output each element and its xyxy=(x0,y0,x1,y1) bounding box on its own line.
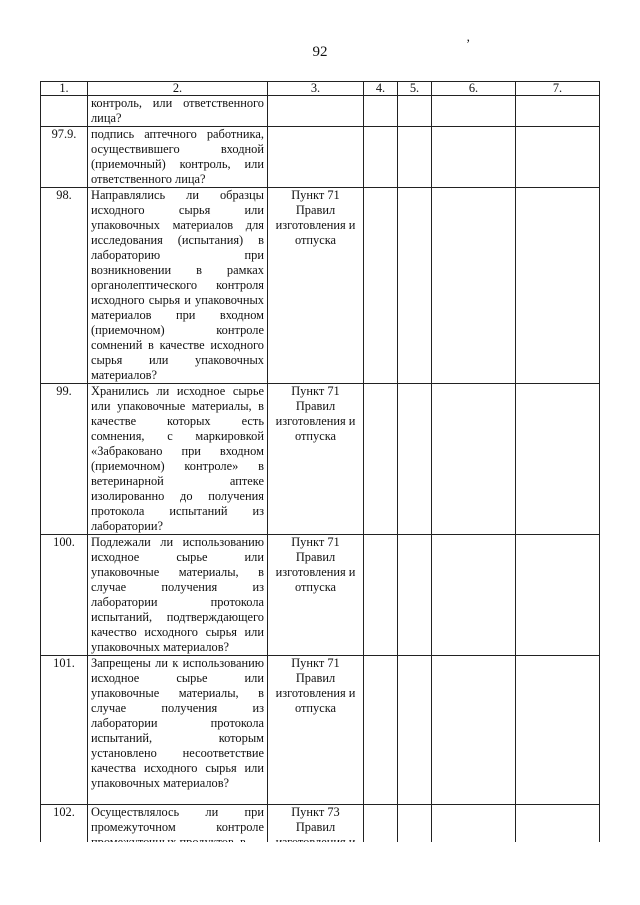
column-header-6: 6. xyxy=(432,82,516,96)
row-reference xyxy=(268,127,364,188)
row-number: 102. xyxy=(41,805,88,851)
cell-col5 xyxy=(398,384,432,535)
cell-col6 xyxy=(432,96,516,127)
cell-col7 xyxy=(516,96,600,127)
column-header-4: 4. xyxy=(364,82,398,96)
cell-col5 xyxy=(398,535,432,656)
column-header-1: 1. xyxy=(41,82,88,96)
cell-col4 xyxy=(364,535,398,656)
row-reference: Пункт 71 Правил изготовления и отпуска xyxy=(268,535,364,656)
table-row xyxy=(41,188,600,384)
cell-col6 xyxy=(432,127,516,188)
row-reference: Пункт 71 Правил изготовления и отпуска xyxy=(268,188,364,384)
row-reference: Пункт 73 Правил xyxy=(268,805,364,851)
column-header-5: 5. xyxy=(398,82,432,96)
cell-col4 xyxy=(364,127,398,188)
cell-col7 xyxy=(516,188,600,384)
page-number: 92 xyxy=(312,44,328,60)
table-row xyxy=(41,96,600,127)
table-row xyxy=(41,535,600,656)
header-row xyxy=(41,82,600,96)
row-number xyxy=(41,96,88,127)
cell-col6 xyxy=(432,384,516,535)
row-question: Подлежали ли использованию исходное сырье или упаковочные материалы, в случае получения из лаборатории протокола испытаний, подтверждающего качество исходного сырья или упаковочных материалов? xyxy=(88,535,268,656)
cell-col4 xyxy=(364,384,398,535)
column-header-3: 3. xyxy=(268,82,364,96)
row-question: контроль, или ответственного лица? xyxy=(88,96,268,127)
row-question: Запрещены ли к использованию исходное сырье или упаковочные материалы, в случае получения из лаборатории протокола испытаний, которым установлено несоответствие качества исходного сырья или упаковочных материалов? xyxy=(88,656,268,805)
cell-col7 xyxy=(516,127,600,188)
table-row xyxy=(41,384,600,535)
stray-mark: ’ xyxy=(466,36,471,51)
column-header-7: 7. xyxy=(516,82,600,96)
checklist-table xyxy=(40,81,600,851)
row-number: 101. xyxy=(41,656,88,805)
cell-col6 xyxy=(432,656,516,805)
row-question: Хранились ли исходное сырье или упаковочные материалы, в качестве которых есть сомнения, с маркировкой «Забраковано при входном (приемочном) контроле» в ветеринарной аптеке изолированно до получения протокола испытаний из лаборатории? xyxy=(88,384,268,535)
row-question: Осуществлялось ли при промежуточном контроле xyxy=(88,805,268,851)
cell-col7 xyxy=(516,384,600,535)
cell-col7 xyxy=(516,656,600,805)
cell-col5 xyxy=(398,188,432,384)
row-reference: Пункт 71 Правил изготовления и отпуска xyxy=(268,656,364,805)
row-reference: Пункт 71 Правил изготовления и отпуска xyxy=(268,384,364,535)
cell-col4 xyxy=(364,188,398,384)
cell-col5 xyxy=(398,656,432,805)
row-question: Направлялись ли образцы исходного сырья или упаковочных материалов для исследования (испытания) в лабораторию при возникновении в рамках органолептического контроля исходного сырья и упаковочных материалов при входном (приемочном) контроле сомнений в качестве исходного сырья или упаковочных материалов? xyxy=(88,188,268,384)
table-row xyxy=(41,656,600,805)
column-header-2: 2. xyxy=(88,82,268,96)
cell-col7 xyxy=(516,535,600,656)
cell-col6 xyxy=(432,535,516,656)
row-number: 99. xyxy=(41,384,88,535)
row-question: подпись аптечного работника, осуществившего входной (приемочный) контроль, или ответственного лица? xyxy=(88,127,268,188)
row-number: 98. xyxy=(41,188,88,384)
cell-col4 xyxy=(364,656,398,805)
row-number: 97.9. xyxy=(41,127,88,188)
cell-col5 xyxy=(398,96,432,127)
table-row xyxy=(41,127,600,188)
cell-col4 xyxy=(364,96,398,127)
cell-col5 xyxy=(398,127,432,188)
row-reference xyxy=(268,96,364,127)
cell-col6 xyxy=(432,188,516,384)
page-bottom-margin xyxy=(0,842,640,905)
row-number: 100. xyxy=(41,535,88,656)
